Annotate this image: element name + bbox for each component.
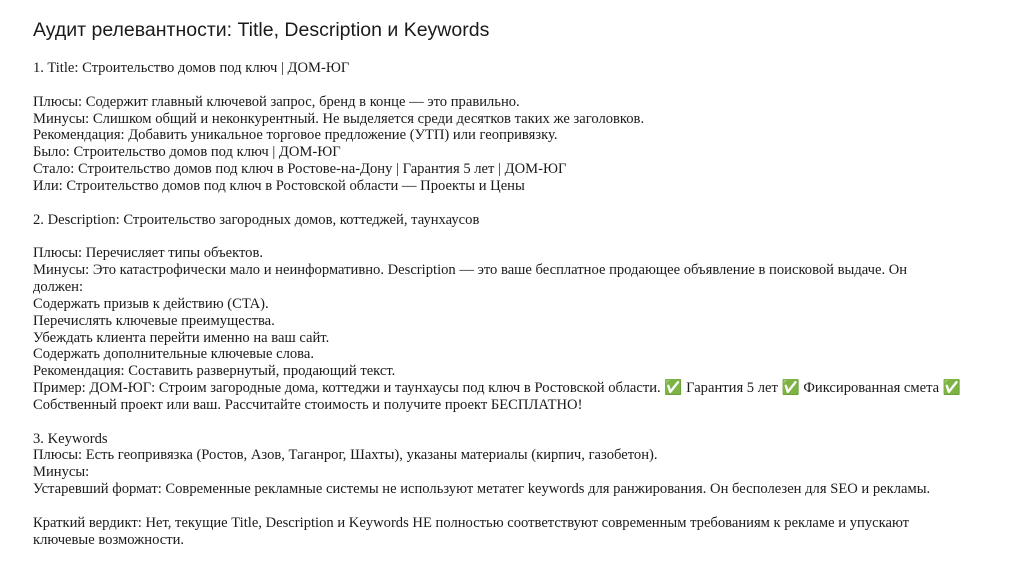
section-heading-title: 1. Title: Строительство домов под ключ | ДОМ-ЮГ [33,60,350,76]
title-before: Было: Строительство домов под ключ | ДОМ-ЮГ [33,144,341,161]
spacer [33,414,961,431]
description-requirement: Перечислять ключевые преимущества. [33,312,275,329]
description-example: Пример: ДОМ-ЮГ: Строим загородные дома, коттеджи и таунхаусы под ключ в Ростовской области. ✅ Гарантия 5 лет ✅ Фиксированная смета ✅ [33,380,961,397]
spacer [33,498,961,515]
description-pros: Плюсы: Перечисляет типы объектов. [33,245,264,262]
title-pros: Плюсы: Содержит главный ключевой запрос, бренд в конце — это правильно. [33,93,520,110]
description-cons-continued: должен: [33,278,84,295]
section-heading-description: 2. Description: Строительство загородных домов, коттеджей, таунхаусов [33,211,480,228]
description-recommendation: Рекомендация: Составить развернутый, продающий текст. [33,363,396,380]
description-cons: Минусы: Это катастрофически мало и неинформативно. Description — это ваше бесплатное продающее объявление в поисковой выдаче. Он [33,262,908,279]
title-after: Стало: Строительство домов под ключ в Ростове-на-Дону | Гарантия 5 лет | ДОМ-ЮГ [33,161,567,178]
verdict-continued: ключевые возможности. [33,531,185,548]
title-alternative: Или: Строительство домов под ключ в Ростовской области — Проекты и Цены [33,177,525,194]
verdict: Краткий вердикт: Нет, текущие Title, Description и Keywords НЕ полностью соответствуют современным требованиям к рекламе и упускают [33,514,910,531]
title-cons: Минусы: Слишком общий и неконкурентный. Не выделяется среди десятков таких же заголовков. [33,110,645,127]
spacer [33,228,961,245]
keywords-cons: Минусы: [33,464,90,481]
keywords-cons-detail: Устаревший формат: Современные рекламные системы не используют метатег keywords для ранжирования. Он бесполезен для SEO и рекламы. [33,481,931,498]
description-requirement: Содержать призыв к действию (CTA). [33,295,269,312]
section-heading-keywords: 3. Keywords [33,430,108,447]
spacer [33,77,961,94]
title-recommendation: Рекомендация: Добавить уникальное торговое предложение (УТП) или геопривязку. [33,127,558,144]
page-title: Аудит релевантности: Title, Description и Keywords [33,19,490,41]
description-example-continued: Собственный проект или ваш. Рассчитайте стоимость и получите проект БЕСПЛАТНО! [33,396,583,413]
spacer [33,195,961,212]
keywords-pros: Плюсы: Есть геопривязка (Ростов, Азов, Таганрог, Шахты), указаны материалы (кирпич, газобетон). [33,447,658,464]
description-requirement: Убеждать клиента перейти именно на ваш сайт. [33,329,330,346]
description-requirement: Содержать дополнительные ключевые слова. [33,346,314,363]
document-body [33,60,961,548]
